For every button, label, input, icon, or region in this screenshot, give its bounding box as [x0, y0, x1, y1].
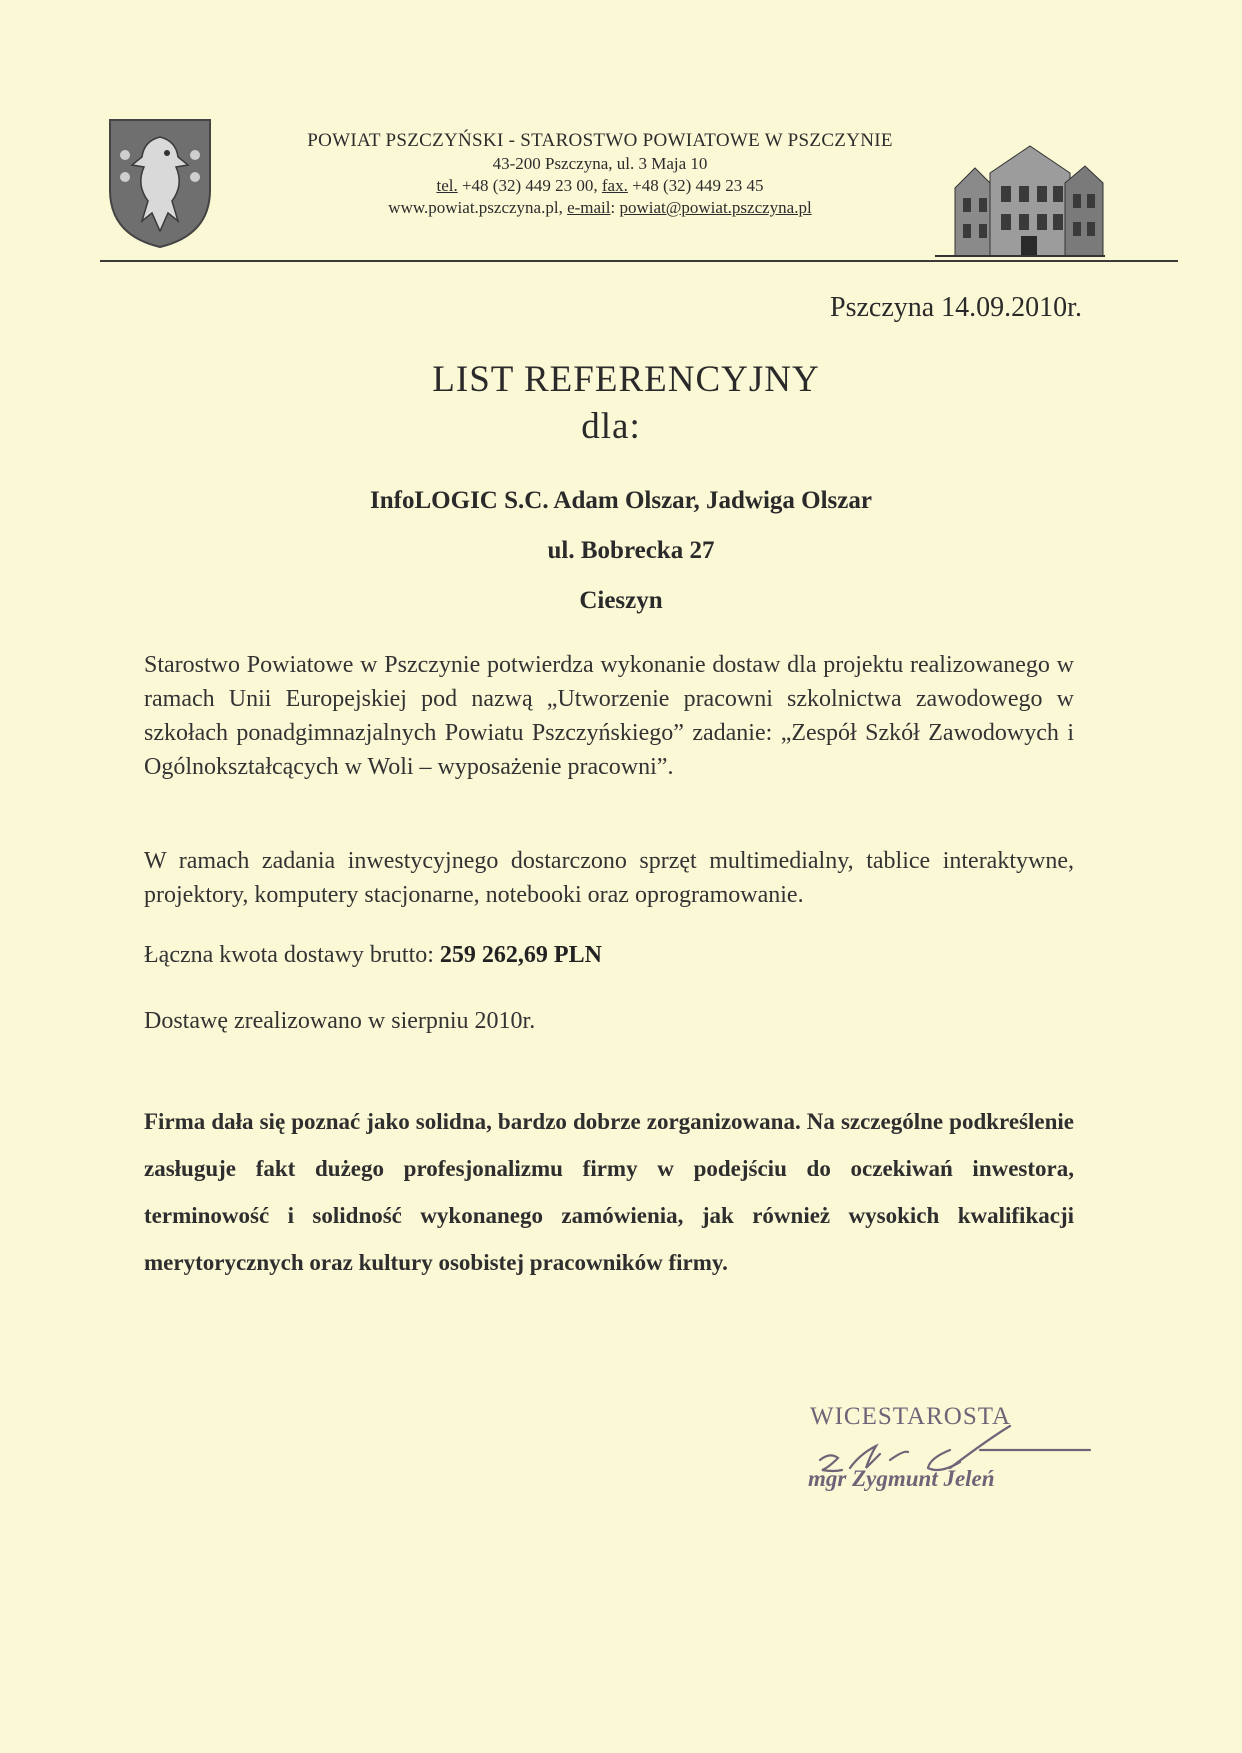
fax-value: +48 (32) 449 23 45	[627, 176, 764, 195]
email-address: powiat@powiat.pszczyna.pl	[619, 198, 812, 217]
title-main: LIST REFERENCYJNY	[432, 359, 820, 400]
signature-title: WICESTAROSTA	[810, 1403, 1012, 1430]
paragraph-confirmation: Starostwo Powiatowe w Pszczynie potwierdza wykonanie dostaw dla projektu realizowanego w ramach Unii Europejskiej pod nazwą „Utworzenie pracowni szkolnictwa zawodowego w szkołach ponadgimnazjalnych Powiatu Pszczyńskiego” zadanie: „Zespół Szkół Zawodowych i Ogólnokształcących w Woli – wyposażenie pracowni”.	[144, 652, 1074, 780]
paragraph-amount	[144, 938, 1074, 972]
tel-value: +48 (32) 449 23 00,	[457, 176, 602, 195]
letterhead-phone	[250, 176, 950, 196]
fax-label: fax.	[601, 176, 628, 195]
letter-date: Pszczyna 14.09.2010r.	[830, 292, 1082, 323]
recipient-block	[0, 476, 1242, 626]
document-title	[0, 358, 1242, 448]
paragraph-delivery-date: Dostawę zrealizowano w sierpniu 2010r.	[144, 1008, 536, 1034]
amount-value: 259 262,69 PLN	[439, 942, 602, 968]
title-for: dla:	[581, 406, 641, 447]
letterhead	[250, 130, 950, 218]
website: www.powiat.pszczyna.pl,	[388, 198, 568, 217]
recipient-name: InfoLOGIC S.C. Adam Olszar, Jadwiga Olszar	[370, 487, 872, 514]
amount-label: Łączna kwota dostawy brutto:	[144, 942, 440, 968]
letterhead-address: 43-200 Pszczyna, ul. 3 Maja 10	[492, 154, 708, 173]
signature-name: mgr Zygmunt Jeleń	[808, 1466, 995, 1491]
email-label: e-mail	[567, 198, 611, 217]
letterhead-office: POWIAT PSZCZYŃSKI - STAROSTWO POWIATOWE W PSZCZYNIE	[307, 130, 893, 151]
signature-scribble	[800, 1420, 1100, 1510]
recipient-city: Cieszyn	[579, 587, 663, 614]
email-separator: :	[610, 198, 620, 217]
letterhead-divider	[100, 260, 1178, 262]
paragraph-equipment: W ramach zadania inwestycyjnego dostarczono sprzęt multimedialny, tablice interaktywne, projektory, komputery stacjonarne, notebooki oraz oprogramowanie.	[144, 848, 1074, 908]
coat-of-arms-icon	[105, 115, 215, 250]
letterhead-web	[250, 198, 950, 218]
recipient-street: ul. Bobrecka 27	[547, 537, 715, 564]
tel-label: tel.	[436, 176, 458, 195]
paragraph-recommendation: Firma dała się poznać jako solidna, bardzo dobrze zorganizowana. Na szczególne podkreślenie zasługuje fakt dużego profesjonalizmu firmy w podejściu do oczekiwań inwestora, terminowość i solidność wykonanego zamówienia, jak również wysokich kwalifikacji merytorycznych oraz kultury osobistej pracowników firmy.	[144, 1109, 1074, 1275]
building-icon	[935, 128, 1105, 260]
